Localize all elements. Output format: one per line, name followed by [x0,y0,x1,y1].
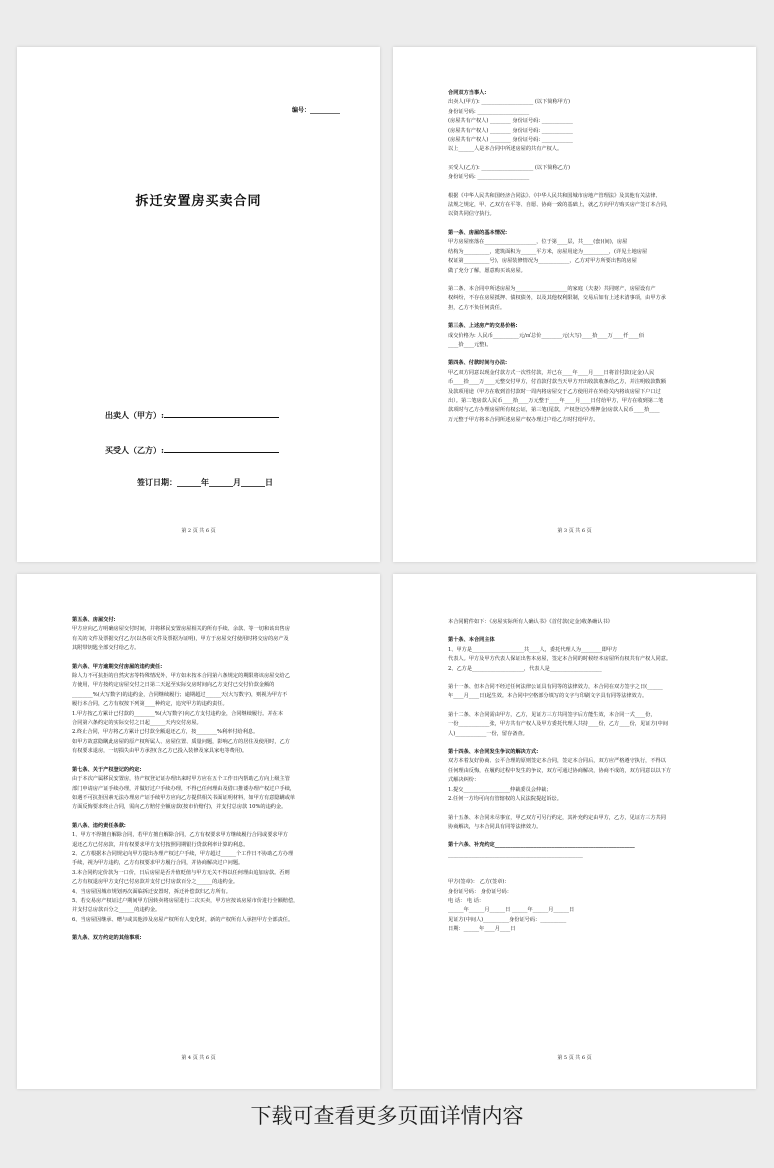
text-line: 2、乙方根据本合同规定向甲方提出办理产权过户手续，甲方超过______个工作日不协助乙方办理 [72,850,294,857]
section-heading: 第五条、房屋交付: [72,617,116,623]
text-line: 有关的文件及票据交付乙方(以各项文件及票据为证明)，甲方于房屋交付使用时将交房的房产及 [72,635,289,642]
text-line: 部门申请房产证手续办理，并做好过户手续办理，不得已任何理由及借口推诿办理产权过户手续， [72,785,296,792]
text-line: 2.任何一方均可向有管辖权的人民法院提起诉讼。 [448,796,562,803]
text-line: 买受人(乙方): ____________________ (以下简称乙方) [448,164,571,171]
contract-title: 拆迁安置房买卖合同 [135,194,262,209]
paragraph-gap [72,654,328,663]
text-line: 第十五条、本合同未尽事宜，甲乙双方可另行约定，其补充约定由甲方，乙方，见证方三方共同 [448,814,666,821]
paragraph-gap [448,313,704,322]
text-line: 6、当房屋因继承、赠与或其他涉及房屋产权所有人变化时，新的产权所有人承担甲方全部责任。 [72,916,294,923]
text-line: 担，乙方不负任何责任。 [448,304,506,311]
text-line: 人)____________一份，留存备查。 [448,730,528,737]
section-heading: 第四条、付款时间与办法: [448,360,507,367]
contract-number-blank: __________ [310,107,340,114]
paragraph-gap [448,674,704,683]
text-line: 1.甲方按乙方累计已付款的________%(大写数字)向乙方支付违约金，合同继续履行。并在本 [72,710,284,717]
text-line: (房屋共有产权人) ________ 身份证号码: ____________ [448,137,573,144]
text-line: 乙方有权退房甲方支付已付房款并支付已付房款百分之______的违约金。 [72,879,239,886]
text-line: 甲方房屋座落在____________________，位于第____层，共____(套)(间)，房屋 [448,239,628,246]
text-line: (房屋共有产权人) ________ 身份证号码: ____________ [448,118,573,125]
text-line: 万元整于甲方将本合同所述房屋产权办理过户给乙方时付给甲方。 [448,416,599,423]
text-line: 方面反悔要求终止合同，需向乙方赔付全额房款(按市价赔付)，并支付总房款 10%的违约金。 [72,804,287,811]
text-line: 第十二条、本合同需由甲方，乙方，见证方三方共同签字后方能生效，本合同一式____份， [448,711,656,718]
text-line: 及款项用途（甲方在收到首付款时一周内将房屋交于乙方使用并在外给关内将该房屋下户口过 [448,388,661,395]
text-line: 履行本合同，乙方有权按下列第____种约定，追究甲方的违约责任。 [72,701,228,708]
section-heading: 第六条、甲方逾期交付房屋的违约责任: [72,663,163,670]
section-heading: 第九条、双方约定的其他事项: [72,935,142,942]
text-line: 除人力不可抗拒的自然灾害等特殊情况外，甲方如未按本合同第六条规定的期限将该房屋交给乙 [72,673,290,680]
text-line: 双方本着友好协商、公平合理的原则签定本合同，签定本合同后，双方应严格遵守执行，不得以 [448,758,666,765]
text-line: 1、甲方是____________________共____人，委托代理人为________即甲方 [448,646,618,653]
text-line: 电 话： 电 话： [448,897,485,904]
text-line: 见证方(中间人)__________身份证号码：__________ [448,916,567,923]
page-footer: 第 3 页 共 6 页 [557,528,592,534]
text-line: 日期：______年____月____日 [448,926,516,933]
paragraph-gap [448,739,704,748]
paragraph-gap [448,805,704,814]
text-line: 退还乙方已付房款，并有权要求甲方支付按照同期银行贷款利率计算的利息。 [72,841,249,848]
text-line: 如遇不可抗拒因素无法办理房产证手续甲方应向乙方提供相关书面证明材料，如甲方有意隐瞒或单 [72,794,296,801]
text-line: 有权要求退房，一切损失由甲方承担(含乙方已投入装修及家具家电等费用)。 [72,748,248,755]
paragraph-gap [448,183,704,192]
text-line: 身份证号码: ____________________ [448,108,530,115]
text-line: 由于本次产属移民安置房，待产权登记证办理出来时甲方应在五个工作日内帮助乙方向上级主管 [72,776,290,783]
text-line: 1.提交__________________仲裁委员会仲裁； [448,786,552,793]
page-body [448,618,704,935]
paragraph-gap [448,220,704,229]
text-line: 如甲方故意隐瞒此房屋的原产权所属人、房屋位置、质量问题，影响乙方的居住及使用时，乙方 [72,738,290,745]
text-line: 结构为__________，建筑面积为______平方米，房屋用途为__________，(详见土地房屋 [448,248,648,255]
section-heading: 第八条、违约责任条款: [72,822,126,829]
text-line: 币____拾____万____元整交付甲方，付首款付款当天甲方开出收款收条给乙方，并注明收款数额 [448,379,666,386]
text-line: ____拾____元整)。 [448,341,492,348]
text-line: 2、乙方是____________________，代表人是____________________ [448,665,602,672]
paragraph-gap [448,832,704,841]
text-line: 方使用，甲方按约定房屋交付之日第二天起至实际交房时间向乙方支付已交付价款金额的 [72,682,275,689]
text-line: ______年______月______日 ______年______月______日 [448,907,575,914]
text-line: 第二条、本合同中所述房屋为____________________的家庭（夫妻）共同财产，房屋设有产 [448,285,656,292]
seller-field: 出卖人（甲方）: [105,409,279,421]
text-line: 合同第六条约定的实际交付之日起______天内交付房屋。 [72,720,202,727]
page-body [448,89,704,425]
section-heading: 第十条、本合同主体 [448,637,495,644]
paragraph-gap [448,869,704,878]
paragraph-gap [448,350,704,359]
contract-page-2 [393,47,756,562]
paragraph-gap [448,155,704,164]
text-line: 做了充分了解，愿意购买该房屋。 [448,267,526,274]
text-line: 5、若交易房产权证过户期间甲方因转卖将房屋进行二次买卖，甲方应按该房屋市价进行全额赔偿， [72,897,299,904]
buyer-blank [164,444,279,453]
seller-blank [164,409,279,418]
page-footer: 第 4 页 共 6 页 [181,1055,216,1061]
text-line: 手续，视为甲方违约，乙方有权要求甲方履行合同，并协商解决过户问题。 [72,860,244,867]
paragraph-gap [72,813,328,822]
text-line: 并支付总房款百分之______的违约金。 [72,907,161,914]
paragraph-gap [448,276,704,285]
text-line: 其附带钥匙全部交付给乙方。 [72,645,140,652]
section-heading: 合同双方当事人: [448,90,487,96]
download-caption: 下载可查看更多页面详情内容 [250,1104,524,1128]
page-footer: 第 5 页 共 6 页 [557,1055,592,1061]
buyer-field: 买受人（乙方）: [105,444,279,456]
text-line: 2.终止合同，甲方将乙方累计已付款全额退还乙方，按________%利率付给利息。 [72,729,259,736]
text-line: 式解决纠纷： [448,777,480,784]
section-heading: 第七条、关于产权登记的约定: [72,766,142,773]
text-line: 甲方(签章)： 乙方(签章)： [448,879,510,886]
text-line: 协商解决，与本合同具有同等法律效力。 [448,823,542,830]
text-line: 3.本合同约定价款为一口价，日后房屋是否升值贬值与甲方无关不得以任何理由追加房款。否则 [72,869,290,876]
text-line: 代表人。甲方及甲方代表人保证出售本房屋，签定本合同的时候经本房屋所有权共有产权人同意。 [448,656,672,663]
text-line: 出卖人(甲方): ____________________ (以下简称甲方) [448,99,571,106]
section-heading: 第一条、房屋的基本情况: [448,229,507,236]
text-line: 以上______人是本合同中所述房屋的共有产权人。 [448,146,563,153]
section-heading: 第十四条、本合同发生争议的解决方式: [448,749,539,756]
text-line: ____________________________________________________ [448,851,583,858]
text-line: (房屋共有产权人) ________ 身份证号码: ____________ [448,127,573,134]
section-heading: 第十六条、补充约定______________________________________________________ [448,842,635,849]
text-line: 权纠纷，不存在房屋抵押、债权债务，以及其他权利限制，交易后如有上述未清事项，由甲方承 [448,295,666,302]
page-body [72,616,328,944]
text-line: 身份证号码: ____________________ [448,174,530,181]
paragraph-gap [448,860,704,869]
text-line: 本合同附件如下：《房屋实际所有人确认书》《首付款(定金)收条确认书》 [448,619,613,625]
contract-page-4 [393,574,756,1089]
text-line: 甲乙双方同意以现金付款方式一次性付款，并已在____年____月____日将首付款(定金)人民 [448,369,655,376]
paragraph-gap [72,925,328,934]
sign-date: 签订日期：______年______月______日 [137,477,273,487]
text-line: 权证第__________号)，房屋装修情况为____________，乙方对甲方所要出售的房屋 [448,258,637,265]
text-line: 4、当房屋因城市规划再次面临拆迁安置时，拆迁补偿款归乙方所有。 [72,888,231,895]
text-line: 一份____________张，甲方共有产权人及甲方委托代理人共持____份，乙方____份，见证方(中间 [448,721,668,728]
text-line: 身份证号码： 身份证号码： [448,888,512,895]
text-line: 1、甲方不得擅自解除合同，若甲方擅自解除合同，乙方有权要求甲方继续履行合同或要求甲方 [72,832,288,839]
text-line: 第十一条、但本合同不经过任何法律公证具有同等的法律效力，本合同在双方签字之日(______ [448,684,663,691]
paragraph-gap [448,702,704,711]
text-line: 根据《中华人民共和国经济合同法》、《中华人民共和国城市房地产管理法》及其他有关法律、 [448,192,661,199]
text-line: 出）。第二笔房款人民币____拾____万元整于____年____月____日付给甲方，甲方在收到第二笔 [448,397,664,404]
text-line: 任何理由反悔，在履约过程中发生的争议，双方可通过协商解决，协商不成的，双方同意以以下方 [448,767,672,774]
section-heading: 第三条、上述房产的交易价格: [448,323,518,330]
paragraph-gap [448,627,704,636]
text-line: 法规之规定，甲、乙双方在平等、自愿、协商一致的基础上，就乙方向甲方购买房产签订本合同， [448,202,672,209]
text-line: ________%(大写数字)的违约金，合同继续履行；逾期超过______天(大写数字)，则视为甲方不 [72,691,288,698]
text-line: 款项时与乙方办理房屋所有权公证，第三笔(尾款，产权登记办理押金)房款人民币____拾____ [448,407,660,414]
text-line: 年____月____日)起生效。本合同中空格部分填写的文字与印刷文字具有同等法律效力。 [448,693,648,700]
paragraph-gap [72,757,328,766]
text-line: 以资共同信守执行。 [448,211,495,218]
contract-page-3 [17,574,380,1089]
text-line: 成交价格为: 人民币__________元/㎡总价________元(大写)____拾____万____仟____佰 [448,332,644,339]
contract-page-cover [17,47,380,562]
text-line: 甲方应向乙方明确房屋交付时间，并将移民安置房屋相关的所有手续、余款、等一切和该出售房 [72,626,290,633]
contract-number: 编号：__________ [291,107,340,114]
page-footer: 第 2 页 共 6 页 [181,528,216,534]
